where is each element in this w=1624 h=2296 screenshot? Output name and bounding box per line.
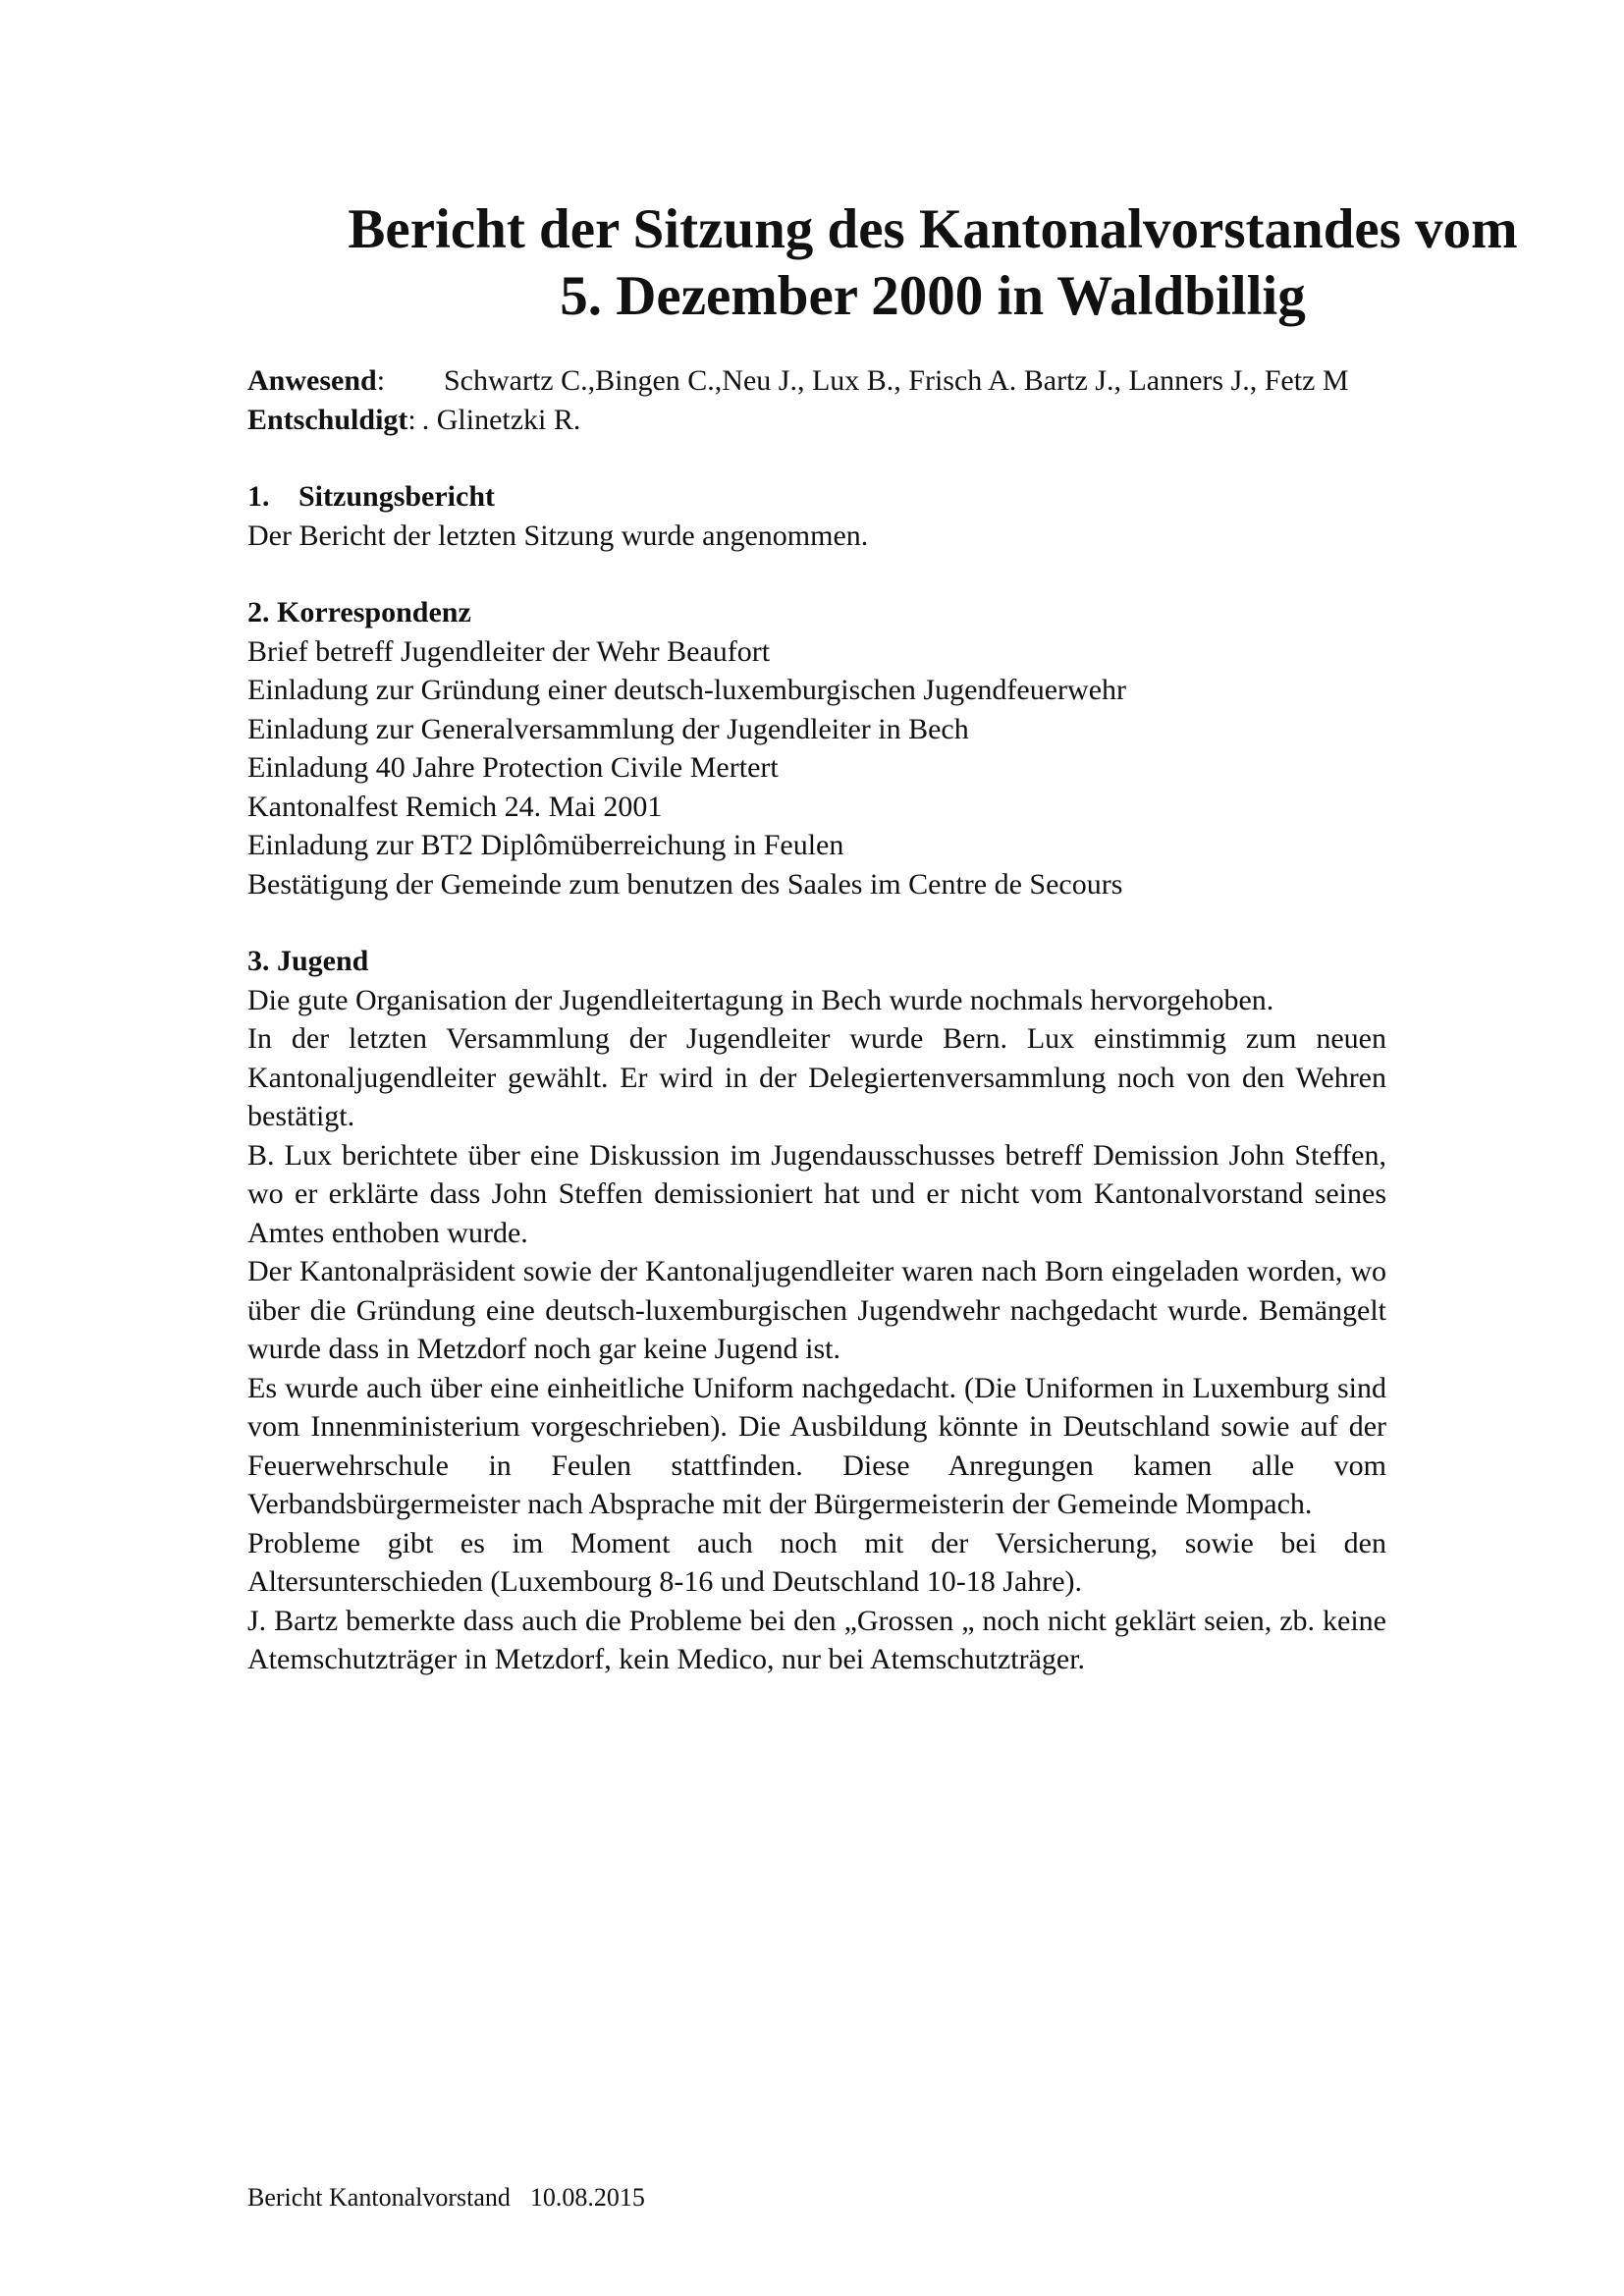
paragraph: Es wurde auch über eine einheitliche Uniform nachgedacht. (Die Uniformen in Luxemburg sind vom Innenministerium vorgeschrieben). Die Ausbildung könnte in Deutschland sowie auf der Feuerwehrschule in Feulen stattfinden. Diese Anregungen kamen alle vom Verbandsbürgermeister nach Absprache mit der Bürgermeisterin der Gemeinde Mompach.	[247, 1371, 1386, 1520]
list-item: Einladung zur Gründung einer deutsch-luxemburgischen Jugendfeuerwehr	[247, 674, 1127, 706]
page-footer	[247, 2182, 645, 2214]
section-title: Sitzungsbericht	[298, 480, 496, 513]
footer-date: 10.08.2015	[529, 2183, 645, 2212]
document-body	[247, 361, 1386, 1679]
page-title	[324, 196, 1542, 330]
paragraph: Der Kantonalpräsident sowie der Kantonaljugendleiter waren nach Born eingeladen worden, wo über die Gründung eine deutsch-luxemburgischen Jugendwehr nachgedacht wurde. Bemängelt wurde dass in Metzdorf noch gar keine Jugend ist.	[247, 1255, 1386, 1365]
present-value: Schwartz C.,Bingen C.,Neu J., Lux B., Frisch A. Bartz J., Lanners J., Fetz M	[444, 364, 1349, 397]
title-line-2: 5. Dezember 2000 in Waldbillig	[560, 265, 1306, 327]
section-number: 1.	[247, 480, 270, 513]
paragraph: In der letzten Versammlung der Jugendleiter wurde Bern. Lux einstimmig zum neuen Kantonaljugendleiter gewählt. Er wird in der Delegiertenversammlung noch von den Wehren bestätigt.	[247, 1022, 1386, 1132]
paragraph: Die gute Organisation der Jugendleitertagung in Bech wurde nochmals hervorgehoben.	[247, 983, 1274, 1016]
title-line-1: Bericht der Sitzung des Kantonalvorstandes vom	[348, 198, 1518, 260]
excused-label: Entschuldigt	[247, 403, 408, 436]
excused-value: . Glinetzki R.	[421, 403, 581, 436]
paragraph: J. Bartz bemerkte dass auch die Probleme bei den „Grossen „ noch nicht geklärt seien, zb. keine Atemschutzträger in Metzdorf, kein Medico, nur bei Atemschutzträger.	[247, 1604, 1386, 1675]
section-heading	[247, 477, 1386, 517]
section-korrespondenz	[247, 593, 1386, 903]
list-item: Einladung zur Generalversammlung der Jugendleiter in Bech	[247, 712, 969, 745]
list-item: Einladung 40 Jahre Protection Civile Mertert	[247, 751, 779, 784]
attendance-present: Anwesend: Schwartz C.,Bingen C.,Neu J., Lux B., Frisch A. Bartz J., Lanners J., Fetz M	[247, 361, 1386, 401]
section-heading: 3. Jugend	[247, 945, 369, 977]
list-item: Einladung zur BT2 Diplômüberreichung in Feulen	[247, 829, 844, 861]
paragraph: B. Lux berichtete über eine Diskussion im Jugendausschusses betreff Demission John Steffen, wo er erklärte dass John Steffen demissioniert hat und er nicht vom Kantonalvorstand seines Amtes enthoben wurde.	[247, 1138, 1386, 1249]
section-heading: 2. Korrespondenz	[247, 596, 471, 629]
list-item: Brief betreff Jugendleiter der Wehr Beaufort	[247, 634, 771, 668]
footer-label: Bericht Kantonalvorstand	[247, 2183, 511, 2212]
section-sitzungsbericht	[247, 477, 1386, 555]
present-label: Anwesend	[247, 364, 377, 397]
section-text: Der Bericht der letzten Sitzung wurde angenommen.	[247, 519, 869, 552]
list-item: Kantonalfest Remich 24. Mai 2001	[247, 790, 663, 823]
list-item: Bestätigung der Gemeinde zum benutzen des Saales im Centre de Secours	[247, 867, 1123, 901]
attendance-excused: Entschuldigt: . Glinetzki R.	[247, 401, 1386, 440]
paragraph: Probleme gibt es im Moment auch noch mit der Versicherung, sowie bei den Altersunterschieden (Luxembourg 8-16 und Deutschland 10-18 Jahre).	[247, 1526, 1386, 1598]
section-jugend	[247, 942, 1386, 1679]
